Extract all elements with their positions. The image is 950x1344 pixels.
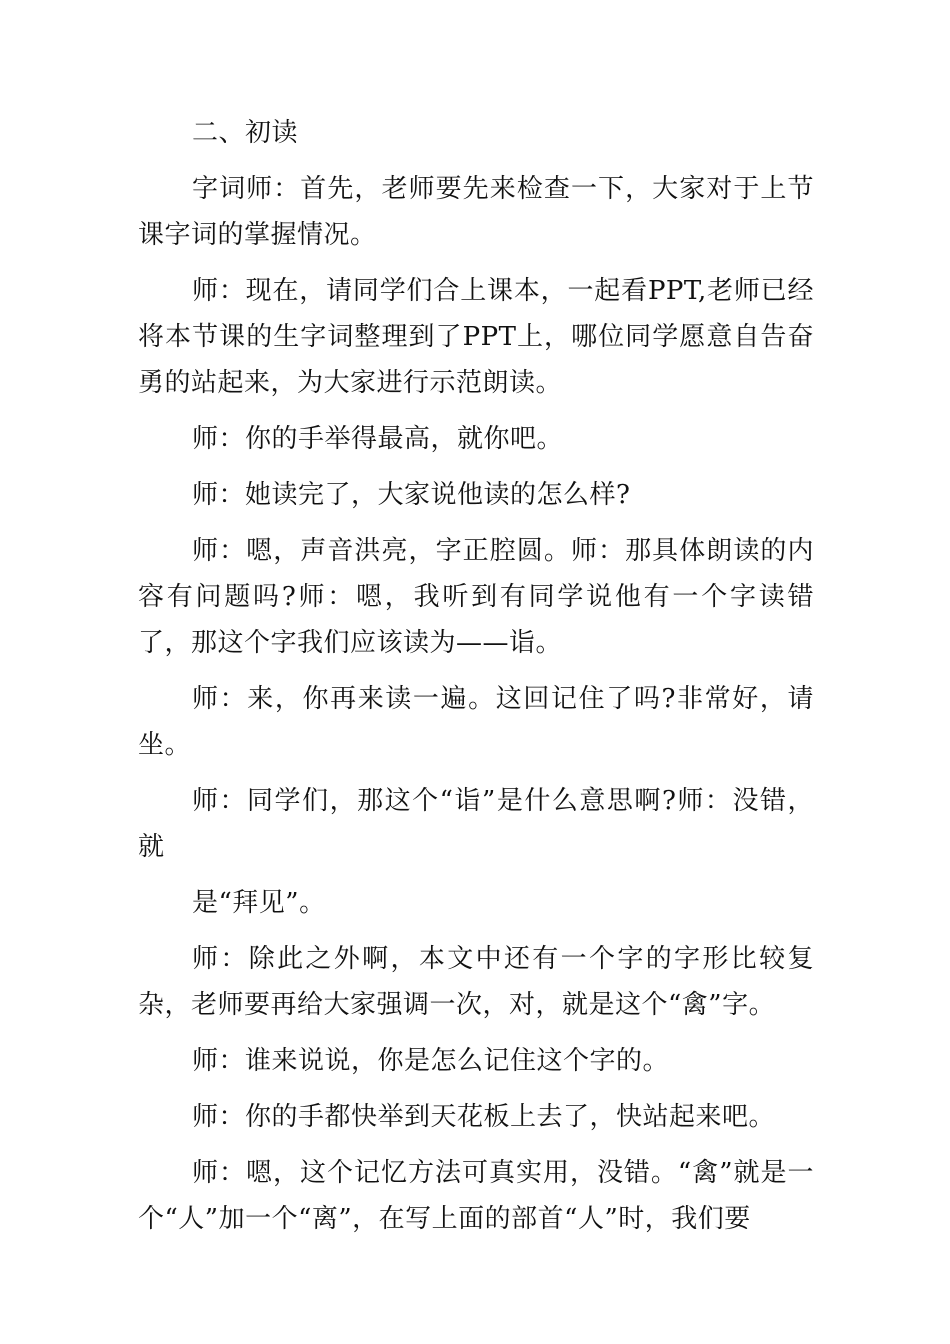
paragraph: 师：嗯，声音洪亮，字正腔圆。师：那具体朗读的内容有问题吗?师：嗯，我听到有同学说他有一个字读错了，那这个字我们应该读为——诣。 [138, 536, 814, 658]
paragraph: 师：嗯，这个记忆方法可真实用，没错。“禽”就是一个“人”加一个“离”，在写上面的部首“人”时，我们要 [138, 1158, 814, 1234]
paragraph: 师：她读完了，大家说他读的怎么样? [192, 480, 631, 510]
paragraph: 师：来，你再来读一遍。这回记住了吗?非常好，请坐。 [138, 684, 814, 760]
paragraph: 是“拜见”。 [192, 888, 326, 918]
paragraph: 师：你的手都快举到天花板上去了，快站起来吧。 [192, 1102, 776, 1132]
paragraph: 字词师：首先，老师要先来检查一下，大家对于上节课字词的掌握情况。 [138, 174, 814, 250]
paragraph: 师：同学们，那这个“诣”是什么意思啊?师：没错，就 [138, 786, 814, 862]
section-heading: 二、初读 [192, 118, 299, 148]
paragraph: 师：你的手举得最高，就你吧。 [192, 424, 564, 454]
paragraph: 师：现在，请同学们合上课本，一起看PPT,老师已经将本节课的生字词整理到了PPT上，哪位同学愿意自告奋勇的站起来，为大家进行示范朗读。 [138, 276, 814, 398]
document-body [138, 110, 814, 1252]
paragraph: 师：谁来说说，你是怎么记住这个字的。 [192, 1046, 670, 1076]
paragraph: 师：除此之外啊，本文中还有一个字的字形比较复杂，老师要再给大家强调一次，对，就是这个“禽”字。 [138, 944, 814, 1020]
